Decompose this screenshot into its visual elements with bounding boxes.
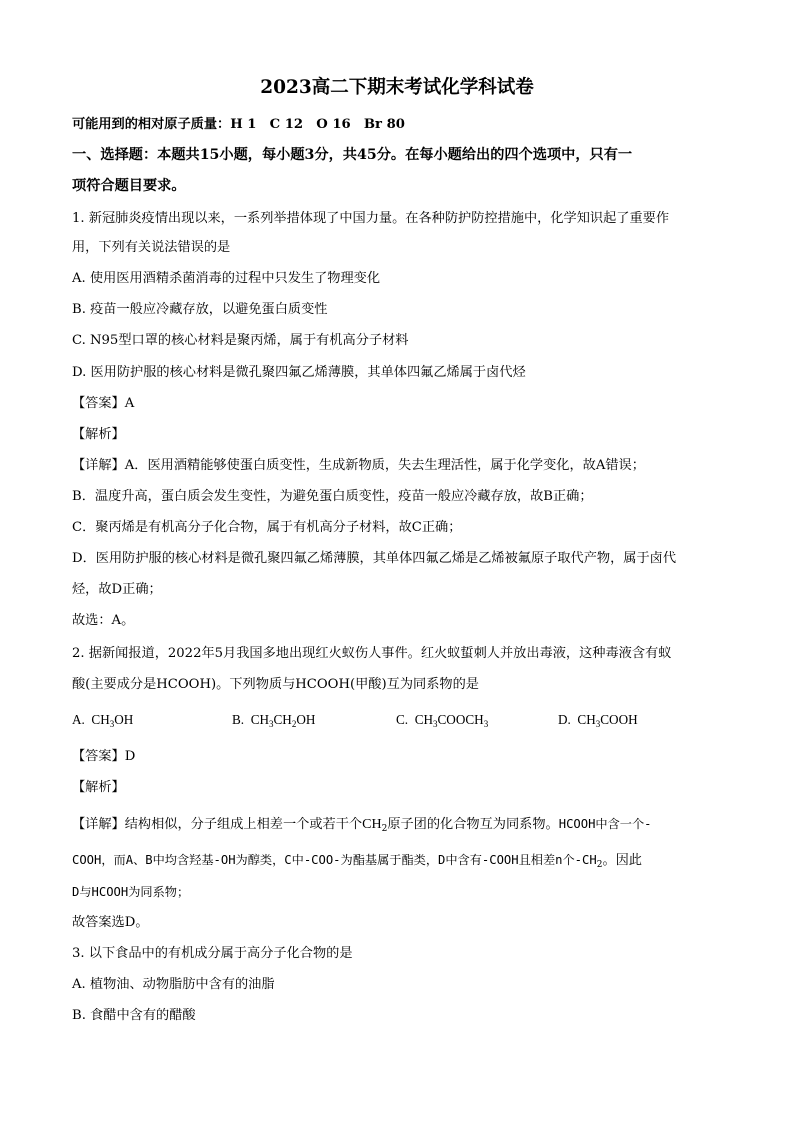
q2-analysis-label: 【解析】 <box>72 780 125 795</box>
formula-part: CH <box>577 712 596 727</box>
q1-detail-a: 【详解】A．医用酒精能够使蛋白质变性，生成新物质，失去生理活性，属于化学变化，故A错误； <box>72 458 645 473</box>
formula-part: OH <box>114 712 134 727</box>
q1-detail-d: D．医用防护服的核心材料是微孔聚四氟乙烯薄膜，其单体四氟乙烯是乙烯被氟原子取代产物，属于卤代 <box>72 551 677 566</box>
formula-subscript: 2 <box>291 719 297 729</box>
option-label: D. <box>558 712 571 727</box>
option-label: A. <box>72 712 85 727</box>
formula-part: CH <box>414 712 434 727</box>
q1-option-c: C. N95型口罩的核心材料是聚丙烯，属于有机高分子材料 <box>72 333 409 348</box>
q2-option-a <box>72 711 133 729</box>
q2-detail-text: COOH，而 <box>72 853 126 867</box>
formula-subscript: 3 <box>269 719 274 729</box>
q2-detail-text: A、B中均含羟基-OH为醇类，C中-COO-为酯基属于酯类，D中含有-COOH且相差n个-CH <box>125 853 597 867</box>
q1-detail-d-cont: 烃，故D正确； <box>72 582 162 597</box>
q2-conclusion: 故答案选D。 <box>72 915 149 930</box>
q1-analysis-label: 【解析】 <box>72 427 125 442</box>
q2-stem-line1: 2. 据新闻报道，2022年5月我国多地出现红火蚁伤人事件。红火蚁蜇刺人并放出毒液，这种毒液含有蚁 <box>72 646 672 661</box>
option-label: C. <box>396 712 409 727</box>
formula-part: CH <box>250 712 270 727</box>
formula-subscript: 2 <box>381 824 388 834</box>
q2-detail-line3: D与HCOOH为同系物； <box>72 885 190 899</box>
q3-option-b: B. 食醋中含有的醋酸 <box>72 1008 196 1023</box>
q2-option-b <box>232 711 315 729</box>
formula-subscript: 2 <box>596 860 603 870</box>
q2-detail-text: 。因此 <box>602 853 642 868</box>
formula-part: OH <box>296 712 316 727</box>
q1-answer: 【答案】A <box>72 396 135 411</box>
page-title: 2023高二下期末考试化学科试卷 <box>260 77 534 98</box>
formula-subscript: 3 <box>433 719 438 729</box>
formula-subscript: 3 <box>595 719 601 729</box>
formula-part: COOCH <box>437 712 484 727</box>
q2-option-d <box>558 711 638 729</box>
q3-option-a: A. 植物油、动物脂肪中含有的油脂 <box>72 977 275 992</box>
q2-option-c <box>396 711 488 729</box>
q2-detail-text: HCOOH中含一个- <box>558 817 652 831</box>
q3-stem: 3. 以下食品中的有机成分属于高分子化合物的是 <box>72 946 353 961</box>
option-label: B. <box>232 712 245 727</box>
formula-subscript: 3 <box>483 719 489 729</box>
q1-detail-b: B．温度升高，蛋白质会发生变性，为避免蛋白质变性，疫苗一般应冷藏存放，故B正确； <box>72 489 593 504</box>
q2-detail-text: 原子团的化合物互为同系物。 <box>387 817 559 832</box>
section-heading: 一、选择题：本题共15小题，每小题3分，共45分。在每小题给出的四个选项中，只有一 <box>72 147 633 163</box>
q1-option-d: D. 医用防护服的核心材料是微孔聚四氟乙烯薄膜，其单体四氟乙烯属于卤代烃 <box>72 365 526 380</box>
q1-detail-c: C．聚丙烯是有机高分子化合物，属于有机高分子材料，故C正确； <box>72 520 462 535</box>
q2-detail-text: 【详解】结构相似，分子组成上相差一个或若干个 <box>72 817 363 832</box>
q1-stem-line2: 用，下列有关说法错误的是 <box>72 240 231 255</box>
q2-detail-line2 <box>72 851 642 870</box>
formula-subscript: 3 <box>109 719 115 729</box>
q2-detail-line1 <box>72 815 652 834</box>
formula-part: CH <box>362 817 382 832</box>
q1-option-b: B. 疫苗一般应冷藏存放，以避免蛋白质变性 <box>72 302 328 317</box>
formula-part: CH <box>273 712 292 727</box>
formula-part: CH <box>91 712 110 727</box>
q1-option-a: A. 使用医用酒精杀菌消毒的过程中只发生了物理变化 <box>72 271 381 286</box>
q1-conclusion: 故选：A。 <box>72 613 135 628</box>
q1-stem-line1: 1. 新冠肺炎疫情出现以来，一系列举措体现了中国力量。在各种防护防控措施中，化学知识起了重要作 <box>72 211 670 226</box>
section-heading-cont: 项符合题目要求。 <box>72 178 186 194</box>
q2-answer: 【答案】D <box>72 749 136 764</box>
q2-stem-line2: 酸(主要成分是HCOOH)。下列物质与HCOOH(甲酸)互为同系物的是 <box>72 677 479 692</box>
formula-part: COOH <box>600 712 638 727</box>
atomic-mass-line: 可能用到的相对原子质量：H 1 C 12 O 16 Br 80 <box>72 117 405 132</box>
